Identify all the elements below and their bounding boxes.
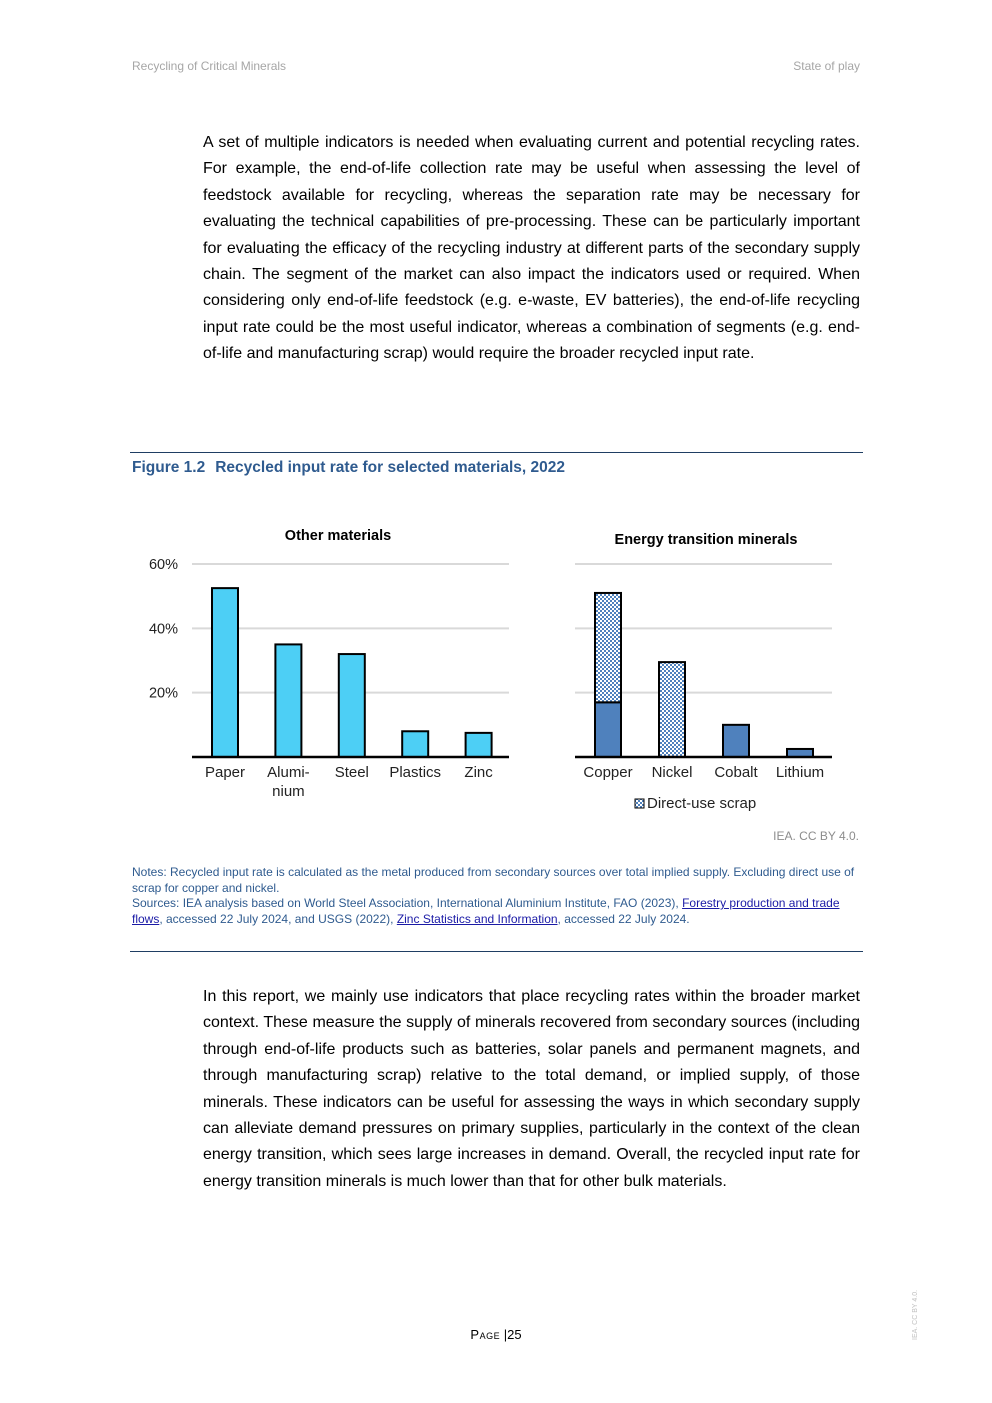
page-separator: | [503, 1327, 508, 1342]
figure-top-rule [130, 452, 863, 453]
x-tick-label: Cobalt [714, 764, 758, 781]
sources-middle: , accessed 22 July 2024, and USGS (2022), [159, 911, 397, 926]
figure-credit: IEA. CC BY 4.0. [773, 829, 859, 843]
figure-chart [120, 510, 860, 820]
legend-label: Direct-use scrap [647, 795, 757, 812]
y-tick-label: 20% [148, 685, 178, 702]
other-materials-chart [149, 528, 509, 800]
x-tick-label: Alumi- [267, 764, 310, 781]
figure-caption [132, 459, 565, 477]
x-tick-label: Steel [334, 764, 369, 781]
bar [595, 702, 621, 757]
legend-swatch [635, 799, 644, 808]
figure-title: Recycled input rate for selected materials, 2022 [215, 459, 565, 476]
chart-panel-title: Energy transition minerals [614, 532, 798, 548]
x-tick-label: Paper [204, 764, 246, 781]
sources-text [132, 896, 862, 927]
page-number: 25 [507, 1327, 522, 1342]
figure-notes [132, 865, 862, 927]
body-paragraph-1: A set of multiple indicators is needed when evaluating current and potential recycling rates. For example, the end-of-life collection rate may be useful when assessing the level of feedstock available for recycling, whereas the separation rate may be necessary for evaluating the technical capabilities of pre-processing. These can be particularly important for evaluating the efficacy of the recycling industry at different parts of the secondary supply chain. The segment of the market can also impact the indicators used or required. When considering only end-of-life feedstock (e.g. e-waste, EV batteries), the end-of-life recycling input rate could be the most useful indicator, whereas a combination of segments (e.g. end-of-life and manufacturing scrap) would require the broader recycled input rate. [203, 134, 860, 363]
x-tick-label: Plastics [389, 764, 442, 781]
bar [466, 733, 492, 757]
figure-number: Figure 1.2 [132, 459, 206, 476]
bar [723, 725, 749, 757]
x-tick-label: Zinc [464, 764, 493, 781]
sources-prefix: Sources: IEA analysis based on World Steel Association, International Aluminium Institute, FAO (2023), [132, 896, 683, 910]
bar [212, 588, 238, 757]
y-tick-label: 60% [148, 557, 178, 573]
x-tick-label: Lithium [775, 764, 825, 781]
x-tick-label: nium [272, 783, 305, 800]
running-header-section: State of play [793, 59, 860, 73]
bar [595, 593, 621, 702]
bar [275, 644, 301, 757]
energy-transition-chart [575, 532, 832, 812]
y-tick-label: 40% [148, 621, 178, 638]
page-footer [0, 1327, 992, 1342]
side-credit: IEA. CC BY 4.0. [912, 1289, 919, 1340]
notes-text: Notes: Recycled input rate is calculated as the metal produced from secondary sources over total implied supply. Excluding direct use of scrap for copper and nickel. [132, 865, 855, 895]
figure-bottom-rule [130, 951, 863, 952]
bar [659, 662, 685, 757]
forestry-source-link[interactable]: Forestry production and trade flows [132, 896, 840, 926]
sources-suffix: , accessed 22 July 2024. [557, 911, 690, 926]
body-paragraph-2: In this report, we mainly use indicators that place recycling rates within the broader market context. These measure the supply of minerals recovered from secondary sources (including through end-of-life products such as batteries, solar panels and permanent magnets, and through manufacturing scrap) relative to the total demand, or implied supply, of those minerals. These indicators can be useful for assessing the ways in which secondary supply can alleviate demand pressures on primary supplies, particularly in the context of the clean energy transition, which sees large increases in demand. Overall, the recycled input rate for energy transition minerals is much lower than that for other bulk materials. [203, 988, 860, 1190]
bar [339, 654, 365, 757]
zinc-source-link[interactable]: Zinc Statistics and Information [396, 911, 558, 926]
bar [402, 731, 428, 757]
x-tick-label: Copper [583, 764, 633, 781]
chart-panel-title: Other materials [284, 528, 392, 544]
page-word: Page [470, 1327, 501, 1342]
running-header-title: Recycling of Critical Minerals [132, 59, 287, 73]
x-tick-label: Nickel [651, 764, 693, 781]
